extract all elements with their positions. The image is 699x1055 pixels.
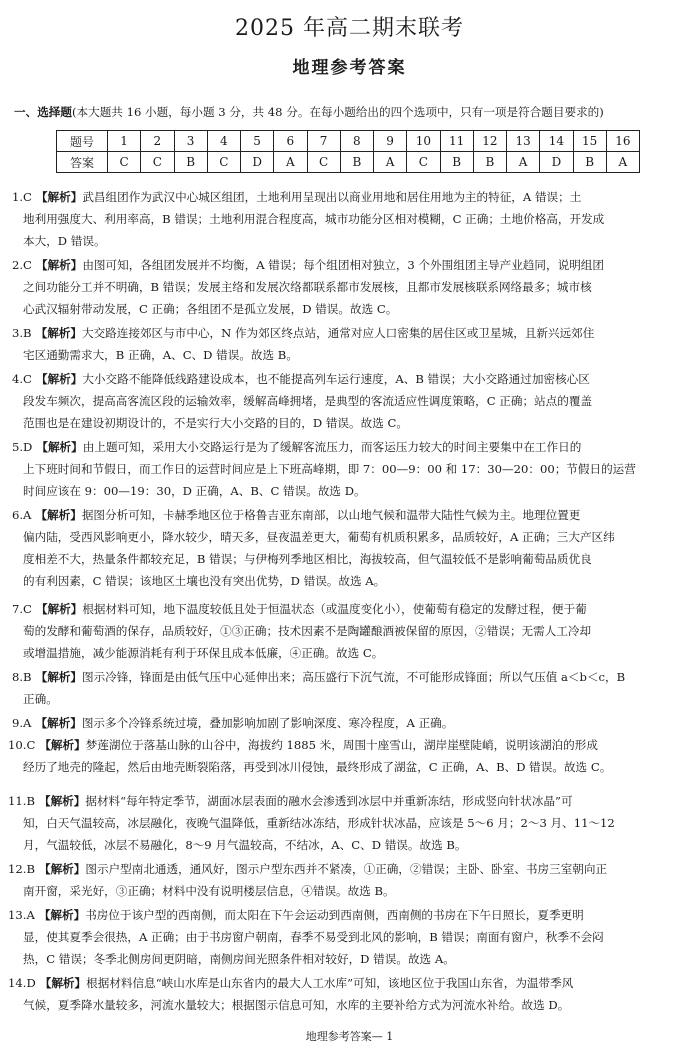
explanation-text: 根据材料信息“峡山水库是山东省内的最大人工水库”可知，该地区位于我国山东省，为温带季风: [86, 976, 574, 990]
explanation-line: [0, 504, 699, 526]
explanation-line: [0, 926, 699, 948]
answer-table-answer-row: [57, 152, 640, 173]
answer-cell: A: [374, 152, 407, 173]
explanation-text: 气候，夏季降水量较多，河流水量较大；根据图示信息可知，水库的主要补给方式为河流水补给。故选 D。: [23, 998, 570, 1012]
table-row-label-number: 题号: [57, 131, 108, 152]
explanation-text: 度相差不大，热量条件都较充足，B 错误；与伊梅列季地区相比，海拔较高，但气温较低不是影响葡萄品质优良: [23, 552, 592, 566]
analysis-tag: 【解析】: [39, 738, 86, 752]
explanation-line: [0, 276, 699, 298]
answer-explanation-item: [0, 666, 699, 710]
question-answer-label: 3.B: [12, 326, 32, 340]
explanation-text: 宅区通勤需求大，B 正确，A、C、D 错误。故选 B。: [23, 348, 298, 362]
explanation-line: [0, 254, 699, 276]
explanation-line: [0, 790, 699, 812]
answer-explanation-item: [0, 790, 699, 856]
question-answer-label: 12.B: [8, 862, 35, 876]
answer-explanation-item: [0, 436, 699, 502]
explanation-text: 地利用强度大、利用率高，B 错误；土地利用混合程度高，城市功能分区相对模糊，C 正确；土地价格高，开发成: [23, 212, 605, 226]
explanation-line: [0, 458, 699, 480]
question-number: 13: [507, 131, 540, 152]
answer-cell: B: [573, 152, 606, 173]
explanation-line: [0, 948, 699, 970]
question-answer-label: 1.C: [12, 190, 32, 204]
explanation-line: [0, 994, 699, 1016]
answer-cell: C: [108, 152, 141, 173]
explanation-text: 本大，D 错误。: [23, 234, 106, 248]
analysis-tag: 【解析】: [35, 602, 83, 616]
answer-explanation-item: [0, 904, 699, 970]
page-subtitle: 地理参考答案: [292, 58, 407, 78]
question-answer-label: 8.B: [12, 670, 32, 684]
explanation-line: [0, 834, 699, 856]
explanation-text: 书房位于该户型的西南侧，而太阳在下午会运动到西南侧，西南侧的书房在下午日照长，夏季更明: [85, 908, 584, 922]
section-note: (本大题共 16 小题，每小题 3 分，共 48 分。在每小题给出的四个选项中，只有一项是符合题目要求的): [71, 105, 604, 119]
answer-cell: A: [274, 152, 307, 173]
analysis-tag: 【解析】: [39, 976, 87, 990]
answer-cell: B: [440, 152, 473, 173]
answer-table-number-row: [57, 131, 640, 152]
answer-explanation-item: [0, 504, 699, 592]
question-answer-label: 10.C: [8, 738, 36, 752]
explanation-text: 月，气温较低，冰层不易融化，8～9 月气温较高，不结冰，A、C、D 错误。故选 B。: [23, 838, 467, 852]
explanation-line: [0, 972, 699, 994]
answer-cell: C: [141, 152, 174, 173]
explanation-text: 武昌组团作为武汉中心城区组团，土地利用呈现出以商业用地和居住用地为主的特征，A 错误；土: [82, 190, 582, 204]
explanation-text: 大交路连接郊区与市中心，N 作为郊区终点站，通常对应人口密集的居住区或卫星城，且新兴远郊住: [81, 326, 595, 340]
explanation-text: 图示冷锋，锋面是由低气压中心延伸出来；高压盛行下沉气流，不可能形成锋面；所以气压值 a＜b＜c，B: [81, 670, 626, 684]
explanation-line: [0, 642, 699, 664]
explanation-line: [0, 666, 699, 688]
analysis-tag: 【解析】: [36, 440, 83, 454]
explanation-line: [0, 812, 699, 834]
explanation-text: 热，C 错误；冬季北侧房间更阴暗，南侧房间光照条件相对较好，D 错误。故选 A。: [23, 952, 455, 966]
explanation-text: 之间功能分工并不明确，B 错误；发展主络和发展次络都联系都市发展核，且都市发展核联系网络最多；城市核: [23, 280, 592, 294]
answer-explanation-item: [0, 734, 699, 778]
answer-cell: D: [241, 152, 274, 173]
question-number: 6: [274, 131, 307, 152]
answer-cell: A: [606, 152, 639, 173]
explanation-line: [0, 412, 699, 434]
explanation-line: [0, 734, 699, 756]
question-answer-label: 6.A: [12, 508, 32, 522]
explanation-text: 由图可知，各组团发展并不均衡，A 错误；每个组团相对独立，3 个外围组团主导产业趋同，说明组团: [82, 258, 604, 272]
page-footer: 地理参考答案— 1: [305, 1030, 394, 1043]
question-number: 8: [340, 131, 373, 152]
analysis-tag: 【解析】: [38, 908, 86, 922]
explanation-text: 偏内陆，受西风影响更小，降水较少，晴天多，昼夜温差更大，葡萄有机质积累多，品质较好，A 正确；三大产区纬: [23, 530, 615, 544]
explanation-line: [0, 230, 699, 252]
explanation-text: 据图分析可知，卡赫季地区位于格鲁吉亚东南部，以山地气候和温带大陆性气候为主。地理位置更: [81, 508, 581, 522]
explanation-line: [0, 322, 699, 344]
analysis-tag: 【解析】: [38, 794, 86, 808]
analysis-tag: 【解析】: [35, 716, 82, 730]
explanation-line: [0, 390, 699, 412]
explanation-text: 据材料“每年特定季节，湖面冰层表面的融水会渗透到冰层中并重新冻结，形成竖向针状冰晶”可: [85, 794, 573, 808]
explanation-text: 南开窗，采光好，③正确；材料中没有说明楼层信息，④错误。故选 B。: [23, 884, 395, 898]
explanation-line: [0, 904, 699, 926]
question-number: 11: [440, 131, 473, 152]
page-title: 2025 年高二期末联考: [235, 16, 464, 41]
analysis-tag: 【解析】: [35, 372, 83, 386]
answer-cell: C: [407, 152, 440, 173]
answer-explanation-item: [0, 598, 699, 664]
question-number: 10: [407, 131, 440, 152]
question-answer-label: 13.A: [8, 908, 35, 922]
question-number: 14: [540, 131, 573, 152]
question-answer-label: 7.C: [12, 602, 32, 616]
explanation-line: [0, 858, 699, 880]
question-number: 16: [606, 131, 639, 152]
answer-table: [56, 130, 640, 173]
analysis-tag: 【解析】: [35, 670, 82, 684]
question-number: 2: [141, 131, 174, 152]
explanation-line: [0, 368, 699, 390]
explanation-line: [0, 344, 699, 366]
explanation-line: [0, 186, 699, 208]
analysis-tag: 【解析】: [35, 326, 82, 340]
explanation-text: 正确。: [23, 692, 58, 706]
answer-cell: B: [174, 152, 207, 173]
answer-explanation-item: [0, 858, 699, 902]
question-number: 9: [374, 131, 407, 152]
explanation-line: [0, 436, 699, 458]
section-label: 一、选择题: [14, 105, 72, 119]
question-number: 4: [207, 131, 240, 152]
question-answer-label: 11.B: [8, 794, 35, 808]
explanation-text: 大小交路不能降低线路建设成本，也不能提高列车运行速度，A、B 错误；大小交路通过加密核心区: [82, 372, 590, 386]
answer-cell: C: [307, 152, 340, 173]
explanation-text: 经历了地壳的隆起，然后由地壳断裂陷落，再受到冰川侵蚀，最终形成了湖盆，C 正确，A、B、D 错误。故选 C。: [23, 760, 612, 774]
answer-cell: B: [473, 152, 506, 173]
explanation-text: 心武汉辐射带动发展，C 正确；各组团不是孤立发展，D 错误。故选 C。: [23, 302, 398, 316]
answer-cell: B: [340, 152, 373, 173]
explanation-text: 上下班时间和节假日，而工作日的运营时间应是上下班高峰期，即 7：00—9：00 和 17：30—20：00；节假日的运营: [23, 462, 636, 476]
explanation-text: 图示户型南北通透，通风好，图示户型东西并不紧凑，①正确，②错误；主卧、卧室、书房三室朝向正: [85, 862, 608, 876]
explanation-text: 梦莲湖位于落基山脉的山谷中，海拔约 1885 米，周围十座雪山，湖岸崖壁陡峭，说明该湖泊的形成: [85, 738, 598, 752]
explanation-text: 时间应该在 9：00—19：30，D 正确，A、B、C 错误。故选 D。: [23, 484, 366, 498]
question-number: 12: [473, 131, 506, 152]
answer-explanation-item: [0, 322, 699, 366]
explanation-text: 由上题可知，采用大小交路运行是为了缓解客流压力，而客运压力较大的时间主要集中在工作日的: [82, 440, 582, 454]
explanation-text: 范围也是在建设初期设计的，不是实行大小交路的目的，D 错误。故选 C。: [23, 416, 408, 430]
question-answer-label: 4.C: [12, 372, 32, 386]
question-answer-label: 9.A: [12, 716, 32, 730]
explanation-text: 图示多个冷锋系统过境，叠加影响加剧了影响深度、寒冷程度，A 正确。: [81, 716, 454, 730]
section-heading: [14, 103, 694, 121]
question-number: 1: [108, 131, 141, 152]
explanation-text: 知，白天气温较高，冰层融化，夜晚气温降低，重新结冰冻结，形成针状冰晶，应该是 5～6 月；2～3 月、11～12: [23, 816, 615, 830]
table-row-label-answer: 答案: [57, 152, 108, 173]
explanation-line: [0, 570, 699, 592]
explanation-text: 段发车频次，提高高客流区段的运输效率，缓解高峰拥堵，是典型的客流适应性调度策略，C 正确；站点的覆盖: [23, 394, 593, 408]
analysis-tag: 【解析】: [35, 190, 83, 204]
explanation-text: 的有利因素，C 错误；该地区土壤也没有突出优势，D 错误。故选 A。: [23, 574, 386, 588]
analysis-tag: 【解析】: [35, 258, 83, 272]
question-number: 15: [573, 131, 606, 152]
question-answer-label: 5.D: [12, 440, 33, 454]
explanation-text: 根据材料可知，地下温度较低且处于恒温状态（或温度变化小），使葡萄有稳定的发酵过程，便于葡: [82, 602, 587, 616]
explanation-line: [0, 298, 699, 320]
explanation-line: [0, 208, 699, 230]
explanation-line: [0, 480, 699, 502]
explanation-line: [0, 688, 699, 710]
explanation-line: [0, 598, 699, 620]
answer-cell: C: [207, 152, 240, 173]
explanation-line: [0, 712, 699, 734]
explanation-text: 显，使其夏季会很热，A 正确；由于书房窗户朝南，春季不易受到北风的影响，B 错误；南面有窗户，秋季不会闷: [23, 930, 604, 944]
question-number: 7: [307, 131, 340, 152]
answer-explanation-item: [0, 712, 699, 734]
explanation-text: 或增温措施，减少能源消耗有利于环保且成本低廉，④正确。故选 C。: [23, 646, 384, 660]
question-answer-label: 14.D: [8, 976, 36, 990]
explanation-line: [0, 620, 699, 642]
explanation-line: [0, 548, 699, 570]
answer-explanation-item: [0, 254, 699, 320]
explanation-text: 萄的发酵和葡萄酒的保存，品质较好，①③正确；技术因素不是陶罐酿酒被保留的原因，②错误；无需人工冷却: [23, 624, 592, 638]
answer-cell: A: [507, 152, 540, 173]
answer-explanation-item: [0, 368, 699, 434]
question-number: 5: [241, 131, 274, 152]
answer-cell: D: [540, 152, 573, 173]
answer-explanation-item: [0, 186, 699, 252]
explanation-line: [0, 526, 699, 548]
explanation-line: [0, 756, 699, 778]
question-answer-label: 2.C: [12, 258, 32, 272]
analysis-tag: 【解析】: [35, 508, 82, 522]
question-number: 3: [174, 131, 207, 152]
analysis-tag: 【解析】: [38, 862, 86, 876]
explanation-line: [0, 880, 699, 902]
answer-explanation-item: [0, 972, 699, 1016]
